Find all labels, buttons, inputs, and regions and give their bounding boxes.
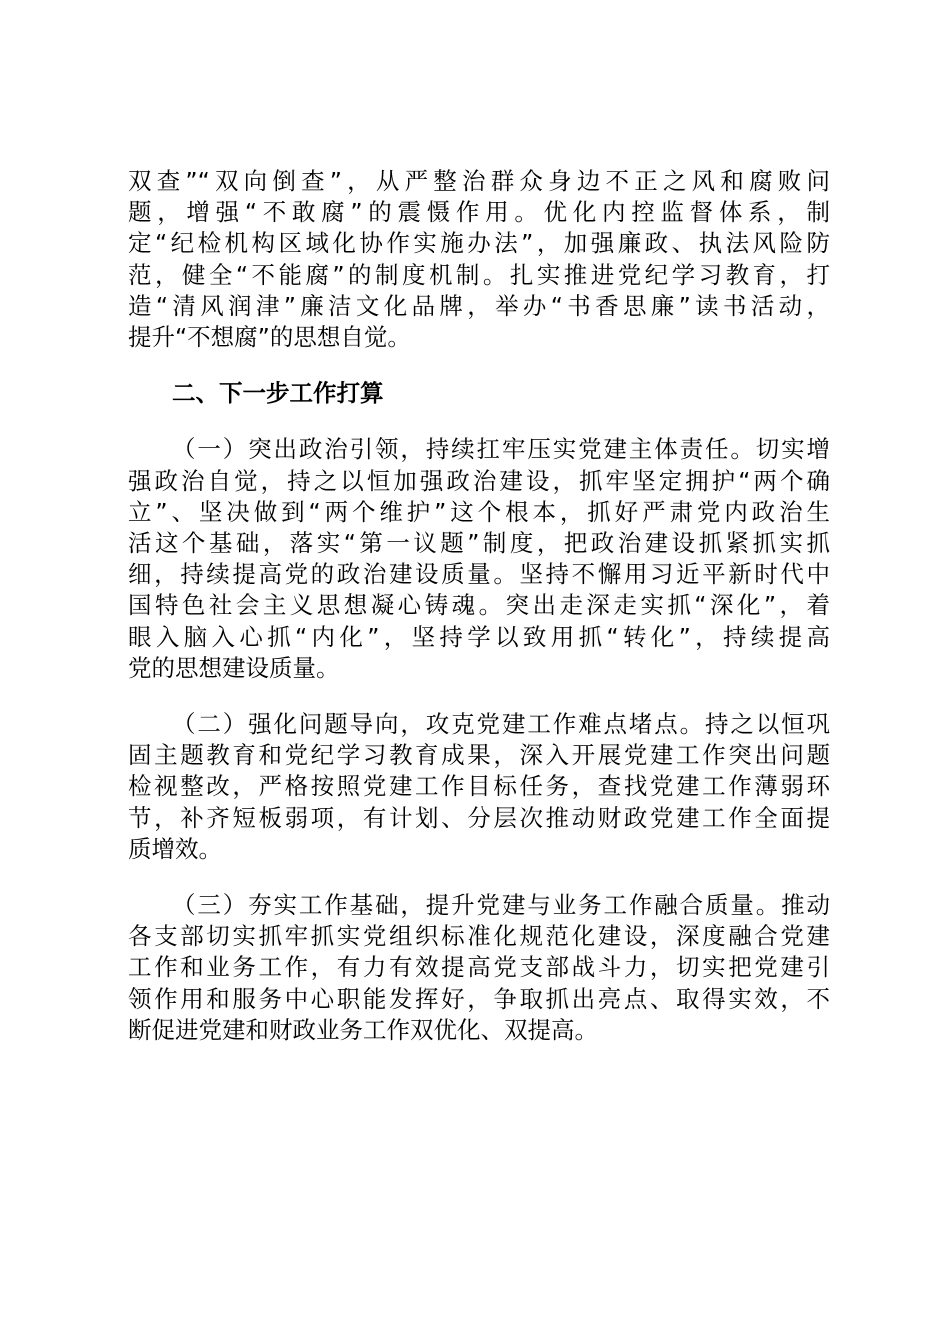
text-line: 工作和业务工作，有力有效提高党支部战斗力，切实把党建引 — [128, 953, 830, 982]
text-line: 固主题教育和党纪学习教育成果，深入开展党建工作突出问题 — [128, 741, 830, 770]
text-line: 强政治自觉，持之以恒加强政治建设，抓牢坚定拥护“两个确 — [128, 466, 830, 495]
text-line: 节，补齐短板弱项，有计划、分层次推动财政党建工作全面提 — [128, 803, 830, 832]
text-line: 眼入脑入心抓“内化”，坚持学以致用抓“转化”，持续提高 — [128, 622, 830, 651]
text-line: 题，增强“不敢腐”的震慑作用。优化内控监督体系，制 — [128, 198, 830, 227]
text-line: 党的思想建设质量。 — [128, 653, 340, 682]
text-line: （一）突出政治引领，持续扛牢压实党建主体责任。切实增 — [172, 435, 830, 464]
text-line: （二）强化问题导向，攻克党建工作难点堵点。持之以恒巩 — [172, 710, 830, 739]
text-line: 断促进党建和财政业务工作双优化、双提高。 — [128, 1015, 598, 1044]
text-line: （三）夯实工作基础，提升党建与业务工作融合质量。推动 — [172, 891, 830, 920]
text-line: 范，健全“不能腐”的制度机制。扎实推进党纪学习教育，打 — [128, 260, 830, 289]
text-line: 活这个基础，落实“第一议题”制度，把政治建设抓紧抓实抓 — [128, 529, 830, 558]
paragraph-political-leadership — [128, 434, 830, 684]
text-line: 立”、坚决做到“两个维护”这个根本，抓好严肃党内政治生 — [128, 497, 830, 526]
text-line: 质增效。 — [128, 834, 222, 863]
text-line: 领作用和服务中心职能发挥好，争取抓出亮点、取得实效，不 — [128, 984, 830, 1013]
text-line: 细，持续提高党的政治建设质量。坚持不懈用习近平新时代中 — [128, 560, 830, 589]
text-line: 各支部切实抓牢抓实党组织标准化规范化建设，深度融合党建 — [128, 922, 830, 951]
document-body — [128, 166, 830, 1071]
text-line: 定“纪检机构区域化协作实施办法”，加强廉政、执法风险防 — [128, 229, 830, 258]
paragraph-problem-orientation — [128, 709, 830, 865]
text-line: 国特色社会主义思想凝心铸魂。突出走深走实抓“深化”，着 — [128, 591, 830, 620]
text-line: 双查”“双向倒查”，从严整治群众身边不正之风和腐败问 — [128, 167, 830, 195]
paragraph-work-foundation — [128, 890, 830, 1046]
text-line: 造“清风润津”廉洁文化品牌，举办“书香思廉”读书活动， — [128, 291, 830, 320]
section-heading: 二、下一步工作打算 — [172, 379, 384, 408]
text-line: 检视整改，严格按照党建工作目标任务，查找党建工作薄弱环 — [128, 772, 830, 801]
paragraph-supervision — [128, 166, 830, 353]
text-line: 提升“不想腐”的思想自觉。 — [128, 323, 411, 352]
